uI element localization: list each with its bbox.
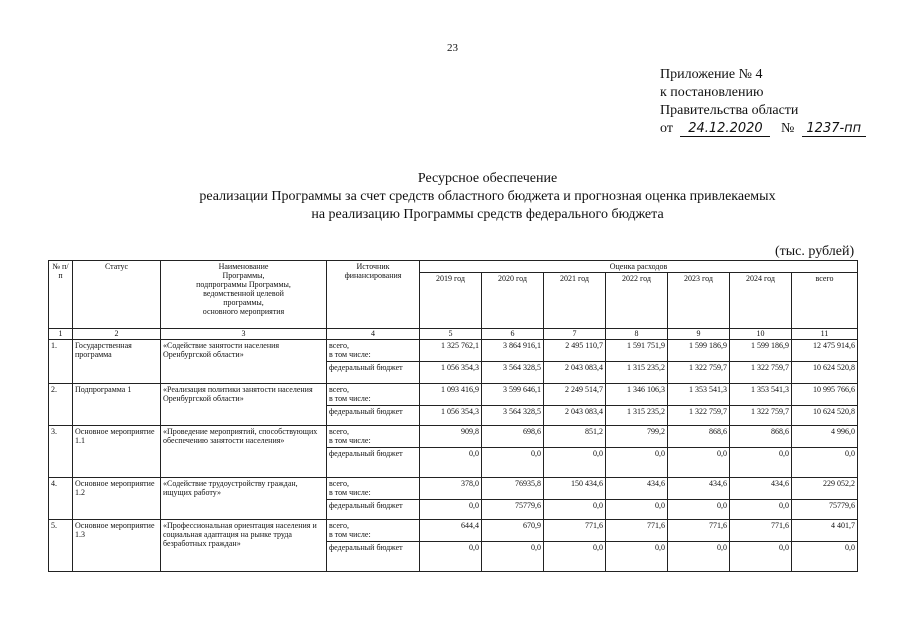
federal-value: 1 322 759,7	[668, 362, 730, 384]
table-row	[49, 520, 858, 542]
total-value: 1 353 541,3	[730, 384, 792, 406]
federal-sum-value: 0,0	[792, 542, 858, 572]
header-num: № п/п	[49, 261, 73, 329]
total-value: 1 353 541,3	[668, 384, 730, 406]
header-source: Источник финансирования	[327, 261, 420, 329]
handwritten-date: 24.12.2020	[680, 122, 770, 137]
total-value: 644,4	[420, 520, 482, 542]
row-number: 2.	[49, 384, 73, 426]
row-name: «Проведение мероприятий, способствующих обеспечению занятости населения»	[161, 426, 327, 478]
source-total-cell	[327, 520, 420, 542]
federal-sum-value: 0,0	[792, 448, 858, 478]
source-total-cell	[327, 478, 420, 500]
federal-value: 1 322 759,7	[730, 362, 792, 384]
total-value: 434,6	[730, 478, 792, 500]
table-row	[49, 340, 858, 362]
federal-value: 3 564 328,5	[482, 362, 544, 384]
page-number: 23	[447, 42, 458, 54]
source-including-label: в том числе:	[329, 530, 371, 539]
federal-value: 1 322 759,7	[668, 406, 730, 426]
header-year: 2022 год	[606, 273, 668, 329]
appendix-line-2: к постановлению	[660, 85, 764, 100]
total-value: 1 599 186,9	[668, 340, 730, 362]
total-value: 670,9	[482, 520, 544, 542]
row-number: 1.	[49, 340, 73, 384]
federal-sum-value: 75779,6	[792, 500, 858, 520]
source-federal-label: федеральный бюджет	[327, 542, 420, 572]
total-value: 3 599 646,1	[482, 384, 544, 406]
total-value: 2 249 514,7	[544, 384, 606, 406]
federal-value: 0,0	[606, 448, 668, 478]
title-line-2: реализации Программы за счет средств областного бюджета и прогнозная оценка привлекаемых	[199, 189, 776, 204]
federal-value: 0,0	[544, 448, 606, 478]
source-federal-label: федеральный бюджет	[327, 362, 420, 384]
header-status: Статус	[73, 261, 161, 329]
total-value: 1 346 106,3	[606, 384, 668, 406]
header-row-1	[49, 261, 858, 273]
appendix-block	[660, 66, 866, 138]
federal-value: 1 056 354,3	[420, 362, 482, 384]
federal-value: 1 315 235,2	[606, 406, 668, 426]
source-total-cell	[327, 426, 420, 448]
document-title	[60, 170, 905, 224]
source-total-label: всего,	[329, 341, 350, 350]
header-name: Наименование Программы, подпрограммы Программы, ведомственной целевой программы, основного мероприятия	[161, 261, 327, 329]
total-value: 909,8	[420, 426, 482, 448]
total-sum-value: 4 996,0	[792, 426, 858, 448]
total-value: 868,6	[668, 426, 730, 448]
row-status: Основное мероприятие 1.2	[73, 478, 161, 520]
row-number: 3.	[49, 426, 73, 478]
federal-value: 2 043 083,4	[544, 406, 606, 426]
federal-value: 0,0	[420, 542, 482, 572]
total-sum-value: 10 995 766,6	[792, 384, 858, 406]
total-value: 378,0	[420, 478, 482, 500]
row-name: «Содействие трудоустройству граждан, ищущих работу»	[161, 478, 327, 520]
header-total: всего	[792, 273, 858, 329]
total-value: 1 093 416,9	[420, 384, 482, 406]
federal-value: 0,0	[420, 500, 482, 520]
column-number: 7	[544, 329, 606, 340]
appendix-date-line	[660, 120, 866, 138]
total-sum-value: 12 475 914,6	[792, 340, 858, 362]
row-status: Основное мероприятие 1.1	[73, 426, 161, 478]
column-number: 5	[420, 329, 482, 340]
federal-value: 1 315 235,2	[606, 362, 668, 384]
header-year: 2021 год	[544, 273, 606, 329]
row-name: «Профессиональная ориентация населения и социальная адаптация на рынке труда безработных граждан»	[161, 520, 327, 572]
federal-sum-value: 10 624 520,8	[792, 406, 858, 426]
federal-value: 2 043 083,4	[544, 362, 606, 384]
source-including-label: в том числе:	[329, 350, 371, 359]
total-value: 799,2	[606, 426, 668, 448]
total-value: 150 434,6	[544, 478, 606, 500]
federal-value: 0,0	[482, 448, 544, 478]
row-status: Подпрограмма 1	[73, 384, 161, 426]
table-row	[49, 426, 858, 448]
total-sum-value: 229 052,2	[792, 478, 858, 500]
header-estimate: Оценка расходов	[420, 261, 858, 273]
federal-value: 1 056 354,3	[420, 406, 482, 426]
source-total-cell	[327, 340, 420, 362]
source-total-label: всего,	[329, 479, 350, 488]
total-value: 771,6	[606, 520, 668, 542]
header-year: 2024 год	[730, 273, 792, 329]
column-number-row	[49, 329, 858, 340]
units-label: (тыс. рублей)	[775, 244, 855, 259]
title-line-3: на реализацию Программы средств федерального бюджета	[311, 207, 664, 222]
table-row	[49, 384, 858, 406]
source-total-cell	[327, 384, 420, 406]
federal-value: 1 322 759,7	[730, 406, 792, 426]
federal-value: 0,0	[730, 500, 792, 520]
budget-table	[48, 260, 858, 572]
federal-value: 0,0	[668, 542, 730, 572]
total-value: 3 864 916,1	[482, 340, 544, 362]
federal-value: 0,0	[606, 500, 668, 520]
header-year: 2023 год	[668, 273, 730, 329]
source-total-label: всего,	[329, 385, 350, 394]
appendix-line-3: Правительства области	[660, 103, 799, 118]
federal-value: 3 564 328,5	[482, 406, 544, 426]
source-federal-label: федеральный бюджет	[327, 406, 420, 426]
total-value: 1 591 751,9	[606, 340, 668, 362]
source-including-label: в том числе:	[329, 436, 371, 445]
column-number: 4	[327, 329, 420, 340]
total-sum-value: 4 401,7	[792, 520, 858, 542]
federal-value: 75779,6	[482, 500, 544, 520]
source-total-label: всего,	[329, 521, 350, 530]
header-year: 2019 год	[420, 273, 482, 329]
total-value: 851,2	[544, 426, 606, 448]
number-label: №	[780, 121, 795, 136]
column-number: 11	[792, 329, 858, 340]
from-label: от	[660, 121, 673, 136]
federal-value: 0,0	[668, 448, 730, 478]
source-federal-label: федеральный бюджет	[327, 448, 420, 478]
total-value: 771,6	[544, 520, 606, 542]
federal-value: 0,0	[420, 448, 482, 478]
federal-sum-value: 10 624 520,8	[792, 362, 858, 384]
title-line-1: Ресурсное обеспечение	[417, 171, 558, 186]
federal-value: 0,0	[730, 542, 792, 572]
column-number: 2	[73, 329, 161, 340]
column-number: 6	[482, 329, 544, 340]
total-value: 771,6	[730, 520, 792, 542]
total-value: 868,6	[730, 426, 792, 448]
row-status: Государственная программа	[73, 340, 161, 384]
total-value: 1 599 186,9	[730, 340, 792, 362]
federal-value: 0,0	[730, 448, 792, 478]
row-number: 5.	[49, 520, 73, 572]
row-name: «Реализация политики занятости населения Оренбургской области»	[161, 384, 327, 426]
column-number: 10	[730, 329, 792, 340]
federal-value: 0,0	[668, 500, 730, 520]
row-name: «Содействие занятости населения Оренбургской области»	[161, 340, 327, 384]
handwritten-number: 1237-пп	[802, 122, 866, 137]
source-including-label: в том числе:	[329, 394, 371, 403]
federal-value: 0,0	[544, 542, 606, 572]
table-row	[49, 478, 858, 500]
federal-value: 0,0	[544, 500, 606, 520]
row-status: Основное мероприятие 1.3	[73, 520, 161, 572]
federal-value: 0,0	[482, 542, 544, 572]
source-including-label: в том числе:	[329, 488, 371, 497]
row-number: 4.	[49, 478, 73, 520]
column-number: 3	[161, 329, 327, 340]
column-number: 8	[606, 329, 668, 340]
total-value: 434,6	[668, 478, 730, 500]
column-number: 1	[49, 329, 73, 340]
total-value: 434,6	[606, 478, 668, 500]
header-year: 2020 год	[482, 273, 544, 329]
total-value: 76935,8	[482, 478, 544, 500]
federal-value: 0,0	[606, 542, 668, 572]
total-value: 698,6	[482, 426, 544, 448]
column-number: 9	[668, 329, 730, 340]
appendix-line-1: Приложение № 4	[660, 67, 763, 82]
total-value: 2 495 110,7	[544, 340, 606, 362]
total-value: 1 325 762,1	[420, 340, 482, 362]
source-federal-label: федеральный бюджет	[327, 500, 420, 520]
source-total-label: всего,	[329, 427, 350, 436]
total-value: 771,6	[668, 520, 730, 542]
